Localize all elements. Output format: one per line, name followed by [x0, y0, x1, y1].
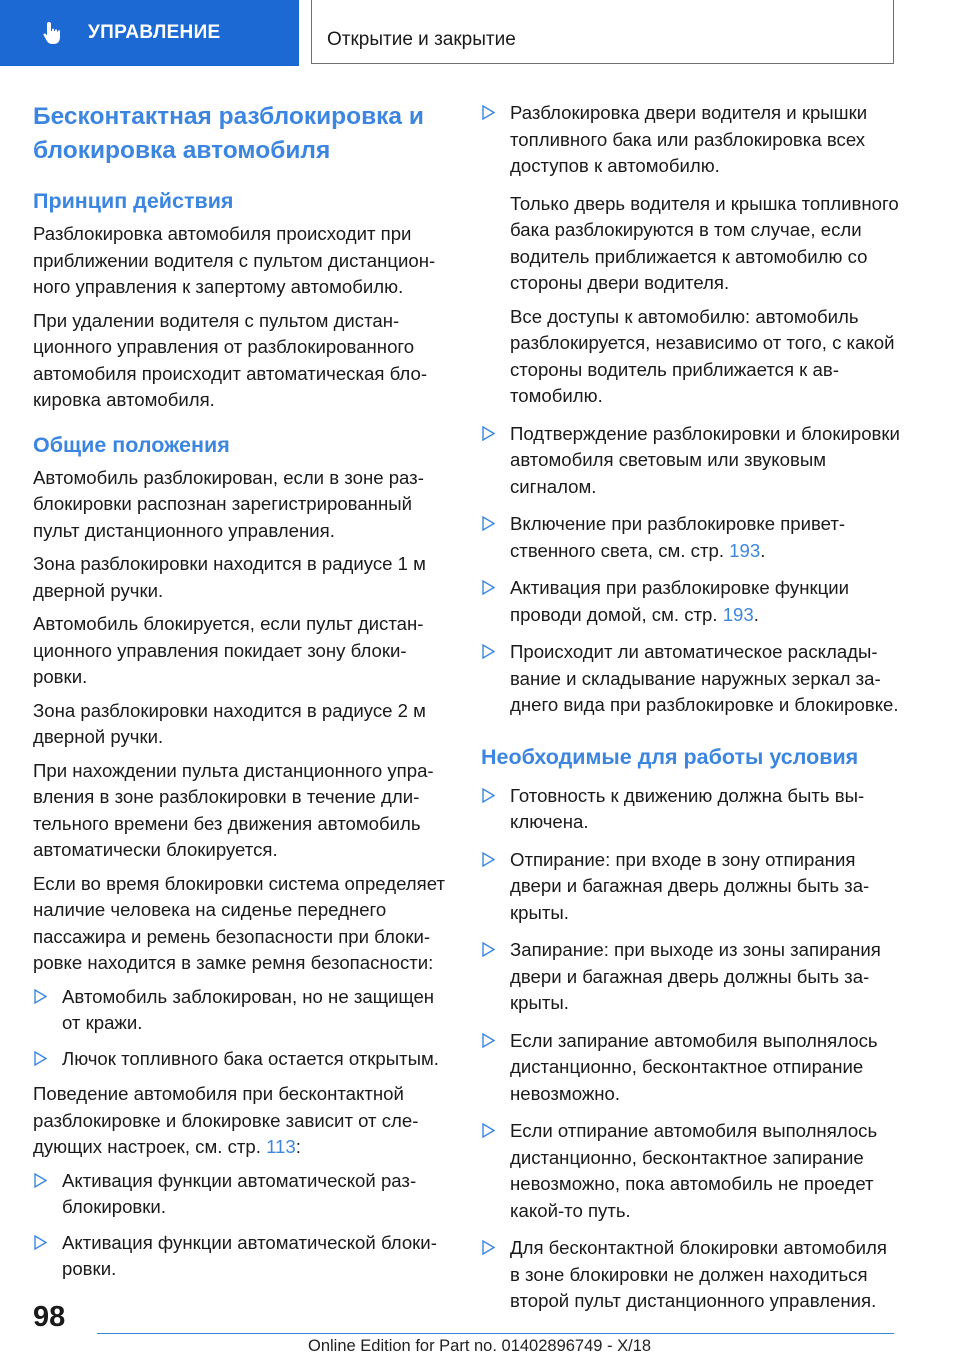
heading-principle: Принцип действия	[33, 189, 234, 213]
paragraph: Зона разблокировки находится в радиусе 2 м дверной ручки.	[33, 699, 426, 747]
triangle-bullet-icon	[482, 644, 495, 659]
heading-general: Общие положения	[33, 432, 230, 457]
paragraph: Только дверь водителя и крышка топливного бака разблокируются в том случае, если водитель приближается к автомобилю со стороны двери водителя.	[510, 192, 899, 293]
section-header	[311, 0, 894, 64]
bullet-list	[481, 783, 901, 1315]
triangle-bullet-icon	[482, 852, 495, 867]
triangle-bullet-icon	[34, 989, 47, 1004]
triangle-bullet-icon	[34, 1051, 47, 1066]
page-link[interactable]: 193	[722, 603, 754, 625]
paragraph: При нахождении пульта дистанционного управления в зоне разблокировки в течение длительного времени без движения автомобиль автоматически блокируется.	[33, 759, 434, 860]
bullet-list	[33, 984, 453, 1073]
list-item: Происходит ли автоматическое раскладывание и складывание наружных зеркал заднего вида при разблокировке и блокировке.	[481, 639, 901, 719]
paragraph: При удалении водителя с пультом дистанционного управления от разблокированного автомобиля происходит автоматическая блокировка автомобиля.	[33, 309, 428, 410]
triangle-bullet-icon	[482, 105, 495, 120]
page-link[interactable]: 193	[729, 539, 761, 561]
triangle-bullet-icon	[34, 1235, 47, 1250]
triangle-bullet-icon	[482, 1240, 495, 1255]
list-item: Активация функции автоматической разблокировки.	[33, 1168, 453, 1221]
paragraph: Разблокировка автомобиля происходит при приближении водителя с пультом дистанционного управления к запертому автомобилю.	[33, 223, 436, 297]
triangle-bullet-icon	[482, 788, 495, 803]
list-item: Запирание: при выходе из зоны запирания двери и багажная дверь должны быть закрыты.	[481, 937, 901, 1017]
list-item: Разблокировка двери водителя и крышки топливного бака или разблокировка всех доступов к автомобилю.	[481, 100, 901, 180]
page-title: Бесконтактная разблокировка и блокировка автомобиля	[33, 103, 424, 164]
paragraph: Поведение автомобиля при бесконтактной разблокировке и блокировке зависит от следующих настроек, см. стр. 113:	[33, 1083, 419, 1157]
list-item: Для бесконтактной блокировки автомобиля в зоне блокировки не должен находиться второй пульт дистанционного управления.	[481, 1235, 901, 1315]
triangle-bullet-icon	[482, 426, 495, 441]
list-item: Автомобиль заблокирован, но не защищен от кражи.	[33, 984, 453, 1037]
list-item: Активация при разблокировке функции проводи домой, см. стр. 193.	[481, 575, 901, 628]
paragraph: Автомобиль блокируется, если пульт дистанционного управления покидает зону блокировки.	[33, 613, 424, 687]
triangle-bullet-icon	[482, 1123, 495, 1138]
list-item: Активация функции автоматической блокировки.	[33, 1230, 453, 1283]
list-item: Лючок топливного бака остается открытым.	[33, 1046, 453, 1073]
page-link[interactable]: 113	[266, 1136, 296, 1157]
left-column	[33, 100, 453, 1292]
footer-divider	[97, 1333, 894, 1334]
list-item: Отпирание: при входе в зону отпирания двери и багажная дверь должны быть закрыты.	[481, 847, 901, 927]
triangle-bullet-icon	[34, 1173, 47, 1188]
bullet-list	[481, 421, 901, 719]
hand-pointer-icon	[40, 20, 66, 46]
footer-edition: Online Edition for Part no. 01402896749 - X/18	[308, 1337, 652, 1355]
paragraph: Автомобиль разблокирован, если в зоне разблокировки распознан зарегистрированный пульт дистанционного управления.	[33, 466, 424, 541]
section-title: Открытие и закрытие	[327, 29, 516, 50]
bullet-list	[33, 1168, 453, 1283]
page-header	[0, 0, 960, 66]
paragraph: Все доступы к автомобилю: автомобиль разблокируется, независимо от того, с какой стороны водитель приближается к автомобилю.	[510, 305, 895, 406]
triangle-bullet-icon	[482, 942, 495, 957]
paragraph: Если во время блокировки система определяет наличие человека на сиденье переднего пассажира и ремень безопасности при блокировке находится в замке ремня безопасности:	[33, 872, 445, 973]
triangle-bullet-icon	[482, 516, 495, 531]
list-item: Если запирание автомобиля выполнялось дистанционно, бесконтактное отпирание невозможно.	[481, 1028, 901, 1108]
triangle-bullet-icon	[482, 1033, 495, 1048]
chapter-tab	[0, 0, 299, 66]
paragraph: Зона разблокировки находится в радиусе 1 м дверной ручки.	[33, 553, 426, 601]
right-column	[481, 100, 901, 1326]
bullet-list	[481, 100, 901, 180]
list-item: Готовность к движению должна быть выключена.	[481, 783, 901, 836]
list-item: Включение при разблокировке приветственного света, см. стр. 193.	[481, 511, 901, 564]
chapter-tab-label: УПРАВЛЕНИЕ	[88, 22, 221, 43]
list-item: Если отпирание автомобиля выполнялось дистанционно, бесконтактное запирание невозможно, пока автомобиль не проедет какой-то путь.	[481, 1118, 901, 1224]
triangle-bullet-icon	[482, 580, 495, 595]
list-item: Подтверждение разблокировки и блокировки автомобиля световым или звуковым сигналом.	[481, 421, 901, 501]
page-number: 98	[33, 1301, 66, 1333]
heading-conditions: Необходимые для работы условия	[481, 744, 859, 769]
